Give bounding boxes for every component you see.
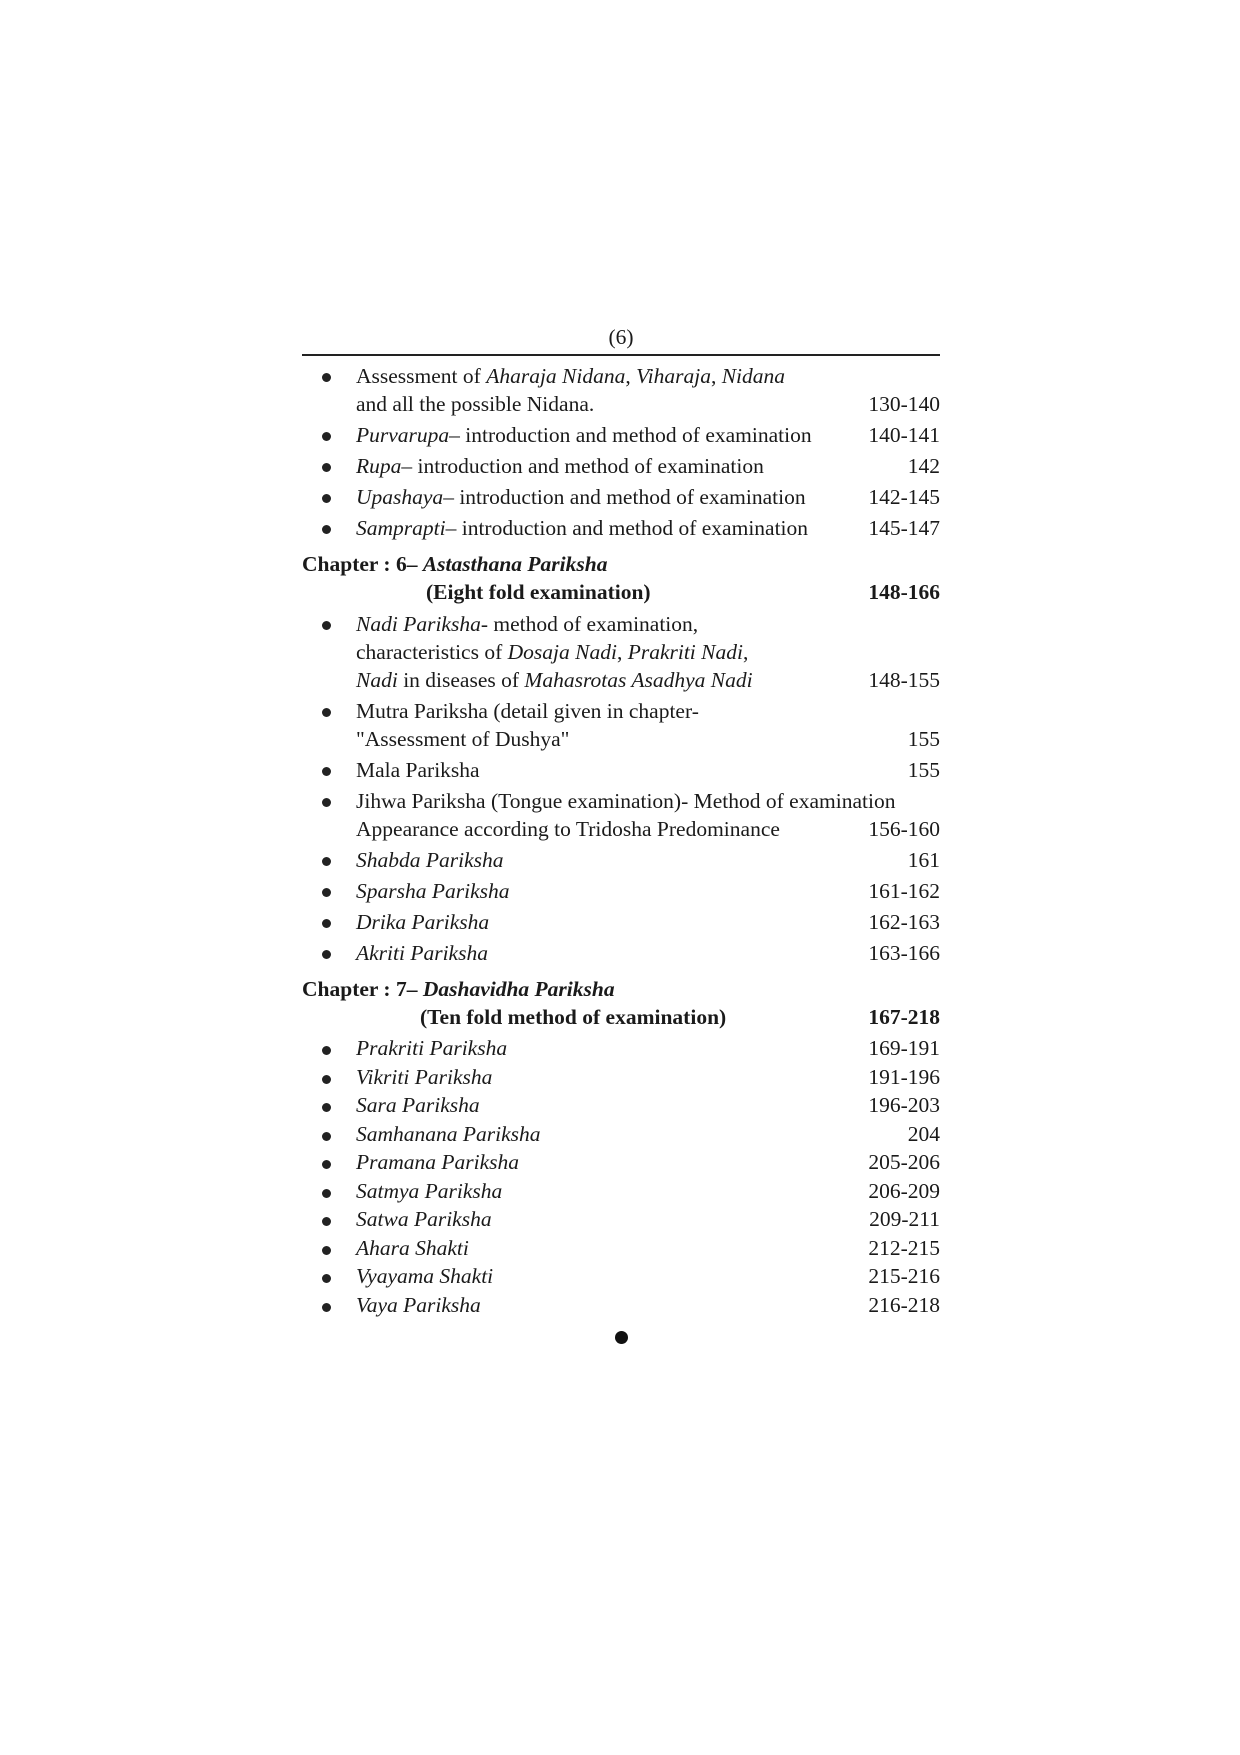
title-segment: Dosaja Nadi [507,640,617,664]
toc-entry-title [356,610,698,638]
toc-entry [302,610,940,694]
bullet-icon [322,1046,331,1055]
toc-entry [302,787,940,843]
toc-entry-pages: 163-166 [868,941,940,965]
toc-entry-pages: 142-145 [868,485,940,509]
chapter-7-subtitle: (Ten fold method of examination) [420,1005,727,1029]
toc-entry-text [356,1149,940,1177]
toc-entry-title [356,1235,469,1263]
toc-entry [302,877,940,905]
toc-entry [302,908,940,936]
title-segment: Nadi Pariksha [356,612,481,636]
title-segment: Prakriti Nadi [627,640,743,664]
toc-entry-line [356,638,940,666]
bullet-icon [322,857,331,866]
title-segment: Shabda Pariksha [356,848,504,872]
toc-entry [302,1263,940,1291]
toc-entry-pages: 155 [907,758,940,782]
toc-entry-line [356,1149,940,1177]
title-segment: "Assessment of Dushya" [356,727,570,751]
toc-entry-pages: 215-216 [868,1264,940,1288]
title-segment: Upashaya [356,485,444,509]
toc-entry-pages: 161 [907,848,940,872]
title-segment: Assessment of [356,364,487,388]
bullet-icon [322,621,331,630]
toc-entry-title [356,815,780,843]
toc-entry-line [356,697,940,725]
toc-entry-text [356,1263,940,1291]
title-segment: - method of examination, [480,612,699,636]
bullet-icon [322,798,331,807]
toc-entry-pages: 156-160 [868,817,940,841]
title-segment: – introduction and method of examination [443,485,806,509]
toc-entry-text [356,1292,940,1320]
title-segment: Samprapti [356,516,446,540]
toc-entry [302,1206,940,1234]
toc-entry-title [356,666,753,694]
table-of-contents [302,322,940,1344]
toc-entry-line [356,1206,940,1234]
toc-entry-pages: 148-155 [868,668,940,692]
toc-entry [302,362,940,418]
title-segment: Pramana Pariksha [356,1150,520,1174]
chapter-7-heading [302,975,940,1031]
title-segment: Ahara Shakti [356,1235,469,1260]
chapter-6-title: Astasthana Pariksha [422,552,608,576]
toc-entry-line [356,362,940,390]
toc-entry-line [356,1092,940,1120]
title-segment: Nidana [721,364,786,388]
title-segment: , [625,364,637,388]
toc-entry-line [356,483,940,511]
toc-entry [302,939,940,967]
toc-entry-line [356,1121,940,1149]
toc-entry-text [356,1092,940,1120]
toc-entry-text [356,1206,940,1234]
toc-entry-title [356,725,569,753]
toc-entry [302,452,940,480]
toc-entry-text [356,846,940,874]
bullet-icon [322,708,331,717]
toc-entry [302,1121,940,1149]
toc-entry-title [356,638,748,666]
toc-entry-pages: 205-206 [868,1150,940,1174]
header-rule [302,354,940,356]
toc-entry-title [356,1092,480,1120]
toc-entry-title [356,756,480,784]
title-segment: Appearance according to Tridosha Predominance [356,817,780,841]
title-segment: Aharaja Nidana [486,364,626,388]
toc-group-chapter-6 [302,610,940,967]
toc-entry-text [356,421,940,449]
title-segment: Jihwa Pariksha (Tongue examination)- Method of examination [356,789,896,813]
toc-entry [302,756,940,784]
end-bullet-mark [615,1331,628,1344]
toc-entry-text [356,1064,940,1092]
title-segment: Mutra Pariksha (detail given in chapter- [356,699,699,723]
bullet-icon [322,1246,331,1255]
toc-entry-pages: 140-141 [868,423,940,447]
toc-entry-text [356,1035,940,1063]
toc-entry-title [356,846,504,874]
toc-entry-pages: 209-211 [869,1207,940,1231]
toc-group-chapter-7 [302,1035,940,1319]
title-segment: in diseases of [397,668,525,692]
toc-entry-line [356,1035,940,1063]
toc-entry-text [356,1235,940,1263]
toc-entry-text [356,697,940,753]
toc-entry-text [356,908,940,936]
bullet-icon [322,373,331,382]
toc-entry-line [356,939,940,967]
bullet-icon [322,767,331,776]
toc-entry-line [356,1292,940,1320]
title-segment: Drika Pariksha [356,910,490,934]
bullet-icon [322,494,331,503]
title-segment: Mala Pariksha [356,758,480,782]
toc-entry [302,1035,940,1063]
bullet-icon [322,1274,331,1283]
title-segment: characteristics of [356,640,508,664]
title-segment: Vyayama Shakti [356,1264,494,1288]
toc-entry-text [356,452,940,480]
toc-entry [302,1178,940,1206]
toc-entry-title [356,787,895,815]
title-segment: Viharaja [636,364,711,388]
toc-entry-text [356,610,940,694]
bullet-icon [322,1075,331,1084]
toc-entry-pages: 196-203 [868,1093,940,1117]
toc-entry [302,514,940,542]
toc-entry [302,1292,940,1320]
toc-entry-pages: 142 [907,454,940,478]
title-segment: Satwa Pariksha [356,1207,492,1231]
title-segment: Sara Pariksha [356,1093,480,1117]
toc-entry-line [356,514,940,542]
chapter-7-pages: 167-218 [868,1005,940,1029]
toc-entry-title [356,362,785,390]
toc-entry-line [356,1235,940,1263]
toc-entry-line [356,815,940,843]
bullet-icon [322,463,331,472]
title-segment: Purvarupa [356,423,450,447]
toc-entry-line [356,877,940,905]
bullet-icon [322,432,331,441]
toc-entry-title [356,1263,493,1291]
toc-entry-title [356,390,594,418]
chapter-6-label: Chapter : 6– [302,552,423,576]
toc-entry-text [356,514,940,542]
title-segment: Samhanana Pariksha [356,1121,541,1146]
toc-entry-pages: 130-140 [868,392,940,416]
toc-entry-title [356,483,806,511]
bullet-icon [322,1103,331,1112]
toc-entry-text [356,1121,940,1149]
bullet-icon [322,950,331,959]
bullet-icon [322,525,331,534]
title-segment: – introduction and method of examination [445,516,809,540]
toc-entry [302,1092,940,1120]
toc-entry-title [356,1178,502,1206]
chapter-7-subtitle-line [302,1003,940,1031]
title-segment: – introduction and method of examination [449,423,812,447]
toc-entry-title [356,939,488,967]
title-segment: Prakriti Pariksha [356,1036,508,1060]
toc-entry-text [356,1178,940,1206]
toc-entry-pages: 169-191 [868,1036,940,1060]
bullet-icon [322,919,331,928]
toc-entry-pages: 206-209 [868,1178,940,1203]
title-segment: , [710,364,722,388]
toc-entry-line [356,390,940,418]
title-segment: Nadi [356,668,398,692]
page-number: (6) [608,325,634,349]
toc-entry-title [356,514,808,542]
toc-entry-title [356,452,764,480]
toc-entry-line [356,1263,940,1291]
chapter-7-title: Dashavidha Pariksha [422,977,615,1001]
toc-entry-text [356,787,940,843]
toc-entry-text [356,877,940,905]
toc-entry-pages: 162-163 [868,910,940,934]
chapter-6-subtitle: (Eight fold examination) [426,580,651,604]
toc-entry-title [356,1206,492,1234]
title-segment: Sparsha Pariksha [356,879,510,903]
toc-entry-title [356,1292,481,1320]
toc-entry-title [356,697,699,725]
title-segment: Akriti Pariksha [356,941,488,965]
toc-entry-text [356,939,940,967]
toc-entry [302,1064,940,1092]
toc-entry-line [356,908,940,936]
chapter-7-label: Chapter : 7– [302,977,423,1001]
toc-entry-line [356,1064,940,1092]
bullet-icon [322,888,331,897]
chapter-7-title-line [302,975,940,1003]
toc-entry-pages: 191-196 [868,1064,940,1089]
toc-entry [302,421,940,449]
toc-entry-text [356,756,940,784]
bullet-icon [322,1217,331,1226]
toc-entry-line [356,610,940,638]
bullet-icon [322,1160,331,1169]
toc-entry-title [356,908,489,936]
toc-entry-line [356,725,940,753]
bullet-icon [322,1132,331,1141]
title-segment: , [616,640,628,664]
toc-entry-pages: 155 [907,727,940,751]
toc-entry-title [356,421,812,449]
bullet-icon [322,1303,331,1312]
title-segment: Mahasrotas Asadhya Nadi [524,668,753,692]
toc-group-chapter-5 [302,362,940,542]
toc-entry-line [356,666,940,694]
chapter-6-heading [302,550,940,606]
toc-entry-line [356,846,940,874]
title-segment: Vikriti Pariksha [356,1064,493,1089]
toc-entry-title [356,1149,519,1177]
toc-entry-title [356,877,510,905]
title-segment: Vaya Pariksha [356,1292,481,1317]
toc-entry-title [356,1064,492,1092]
toc-entry-pages: 212-215 [868,1235,940,1260]
toc-entry-title [356,1035,507,1063]
toc-entry [302,1235,940,1263]
toc-entry [302,697,940,753]
toc-entry-text [356,483,940,511]
toc-entry-line [356,452,940,480]
toc-entry-pages: 145-147 [868,516,940,540]
toc-entry-pages: 161-162 [868,879,940,903]
title-segment: – introduction and method of examination [401,454,764,478]
toc-entry-line [356,1178,940,1206]
title-segment: , [742,640,749,664]
toc-entry-pages: 216-218 [868,1292,940,1317]
toc-entry-line [356,787,940,815]
toc-entry-pages: 204 [907,1121,940,1146]
chapter-6-title-line [302,550,940,578]
toc-entry-line [356,421,940,449]
bullet-icon [322,1189,331,1198]
toc-entry [302,1149,940,1177]
toc-entry-title [356,1121,541,1149]
toc-entry-line [356,756,940,784]
toc-entry [302,483,940,511]
title-segment: and all the possible Nidana. [356,392,595,416]
toc-entry-text [356,362,940,418]
chapter-6-pages: 148-166 [868,580,940,604]
chapter-6-subtitle-line [302,578,940,606]
title-segment: Rupa [356,454,402,478]
title-segment: Satmya Pariksha [356,1178,503,1203]
toc-entry [302,846,940,874]
